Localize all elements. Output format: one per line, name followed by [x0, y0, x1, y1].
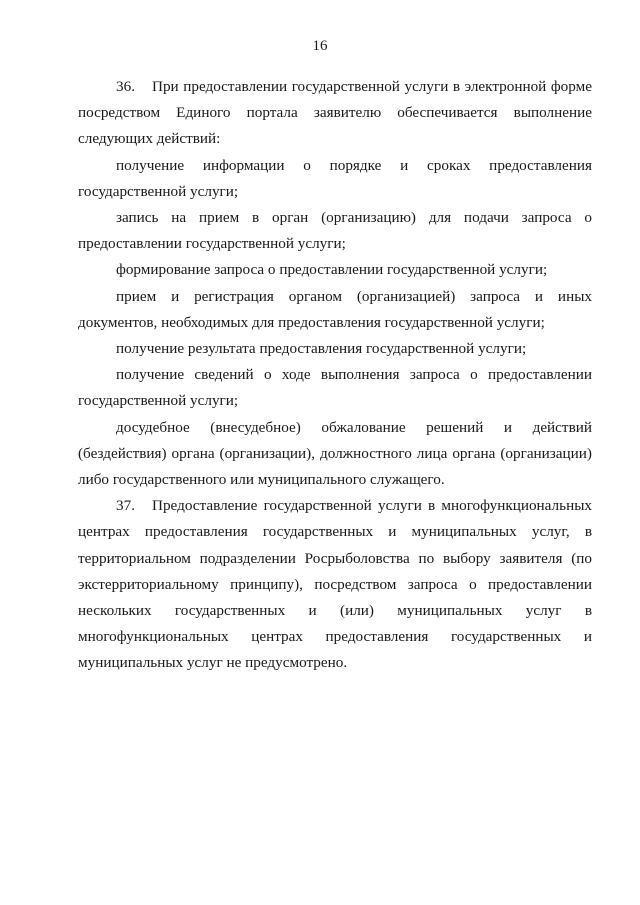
paragraph-36 [78, 74, 592, 153]
list-item: досудебное (внесудебное) обжалование решений и действий (бездействия) органа (организации), должностного лица органа (организации) либо государственного или муниципального служащего. [78, 418, 592, 489]
list-item: получение сведений о ходе выполнения запроса о предоставлении государственной услуги; [78, 366, 592, 410]
list-item: формирование запроса о предоставлении государственной услуги; [116, 261, 548, 279]
page-number: 16 [312, 38, 328, 54]
paragraph-text: Предоставление государственной услуги в многофункциональных центрах предоставления государственных и муниципальных услуг, в территориальном подразделении Росрыболовства по выбору заявителя (по экстерриториальному принципу), посредством запроса о предоставлении нескольких государственных и (или) муниципальных услуг в многофункциональных центрах предоставления государственных и муниципальных услуг не предусмотрено. [78, 497, 592, 672]
paragraph-text: При предоставлении государственной услуги в электронной форме посредством Единого портала заявителю обеспечивается выполнение следующих действий: [78, 78, 592, 148]
document-body [78, 74, 592, 677]
paragraph-number: 37. [116, 497, 135, 515]
paragraph-number: 36. [116, 78, 135, 95]
list-item: запись на прием в орган (организацию) для подачи запроса о предоставлении государственной услуги; [78, 209, 592, 253]
paragraph-37 [78, 493, 592, 676]
list-item: прием и регистрация органом (организацией) запроса и иных документов, необходимых для предоставления государственной услуги; [78, 287, 592, 331]
list-item: получение результата предоставления государственной услуги; [116, 340, 527, 358]
list-item: получение информации о порядке и сроках предоставления государственной услуги; [78, 156, 592, 200]
